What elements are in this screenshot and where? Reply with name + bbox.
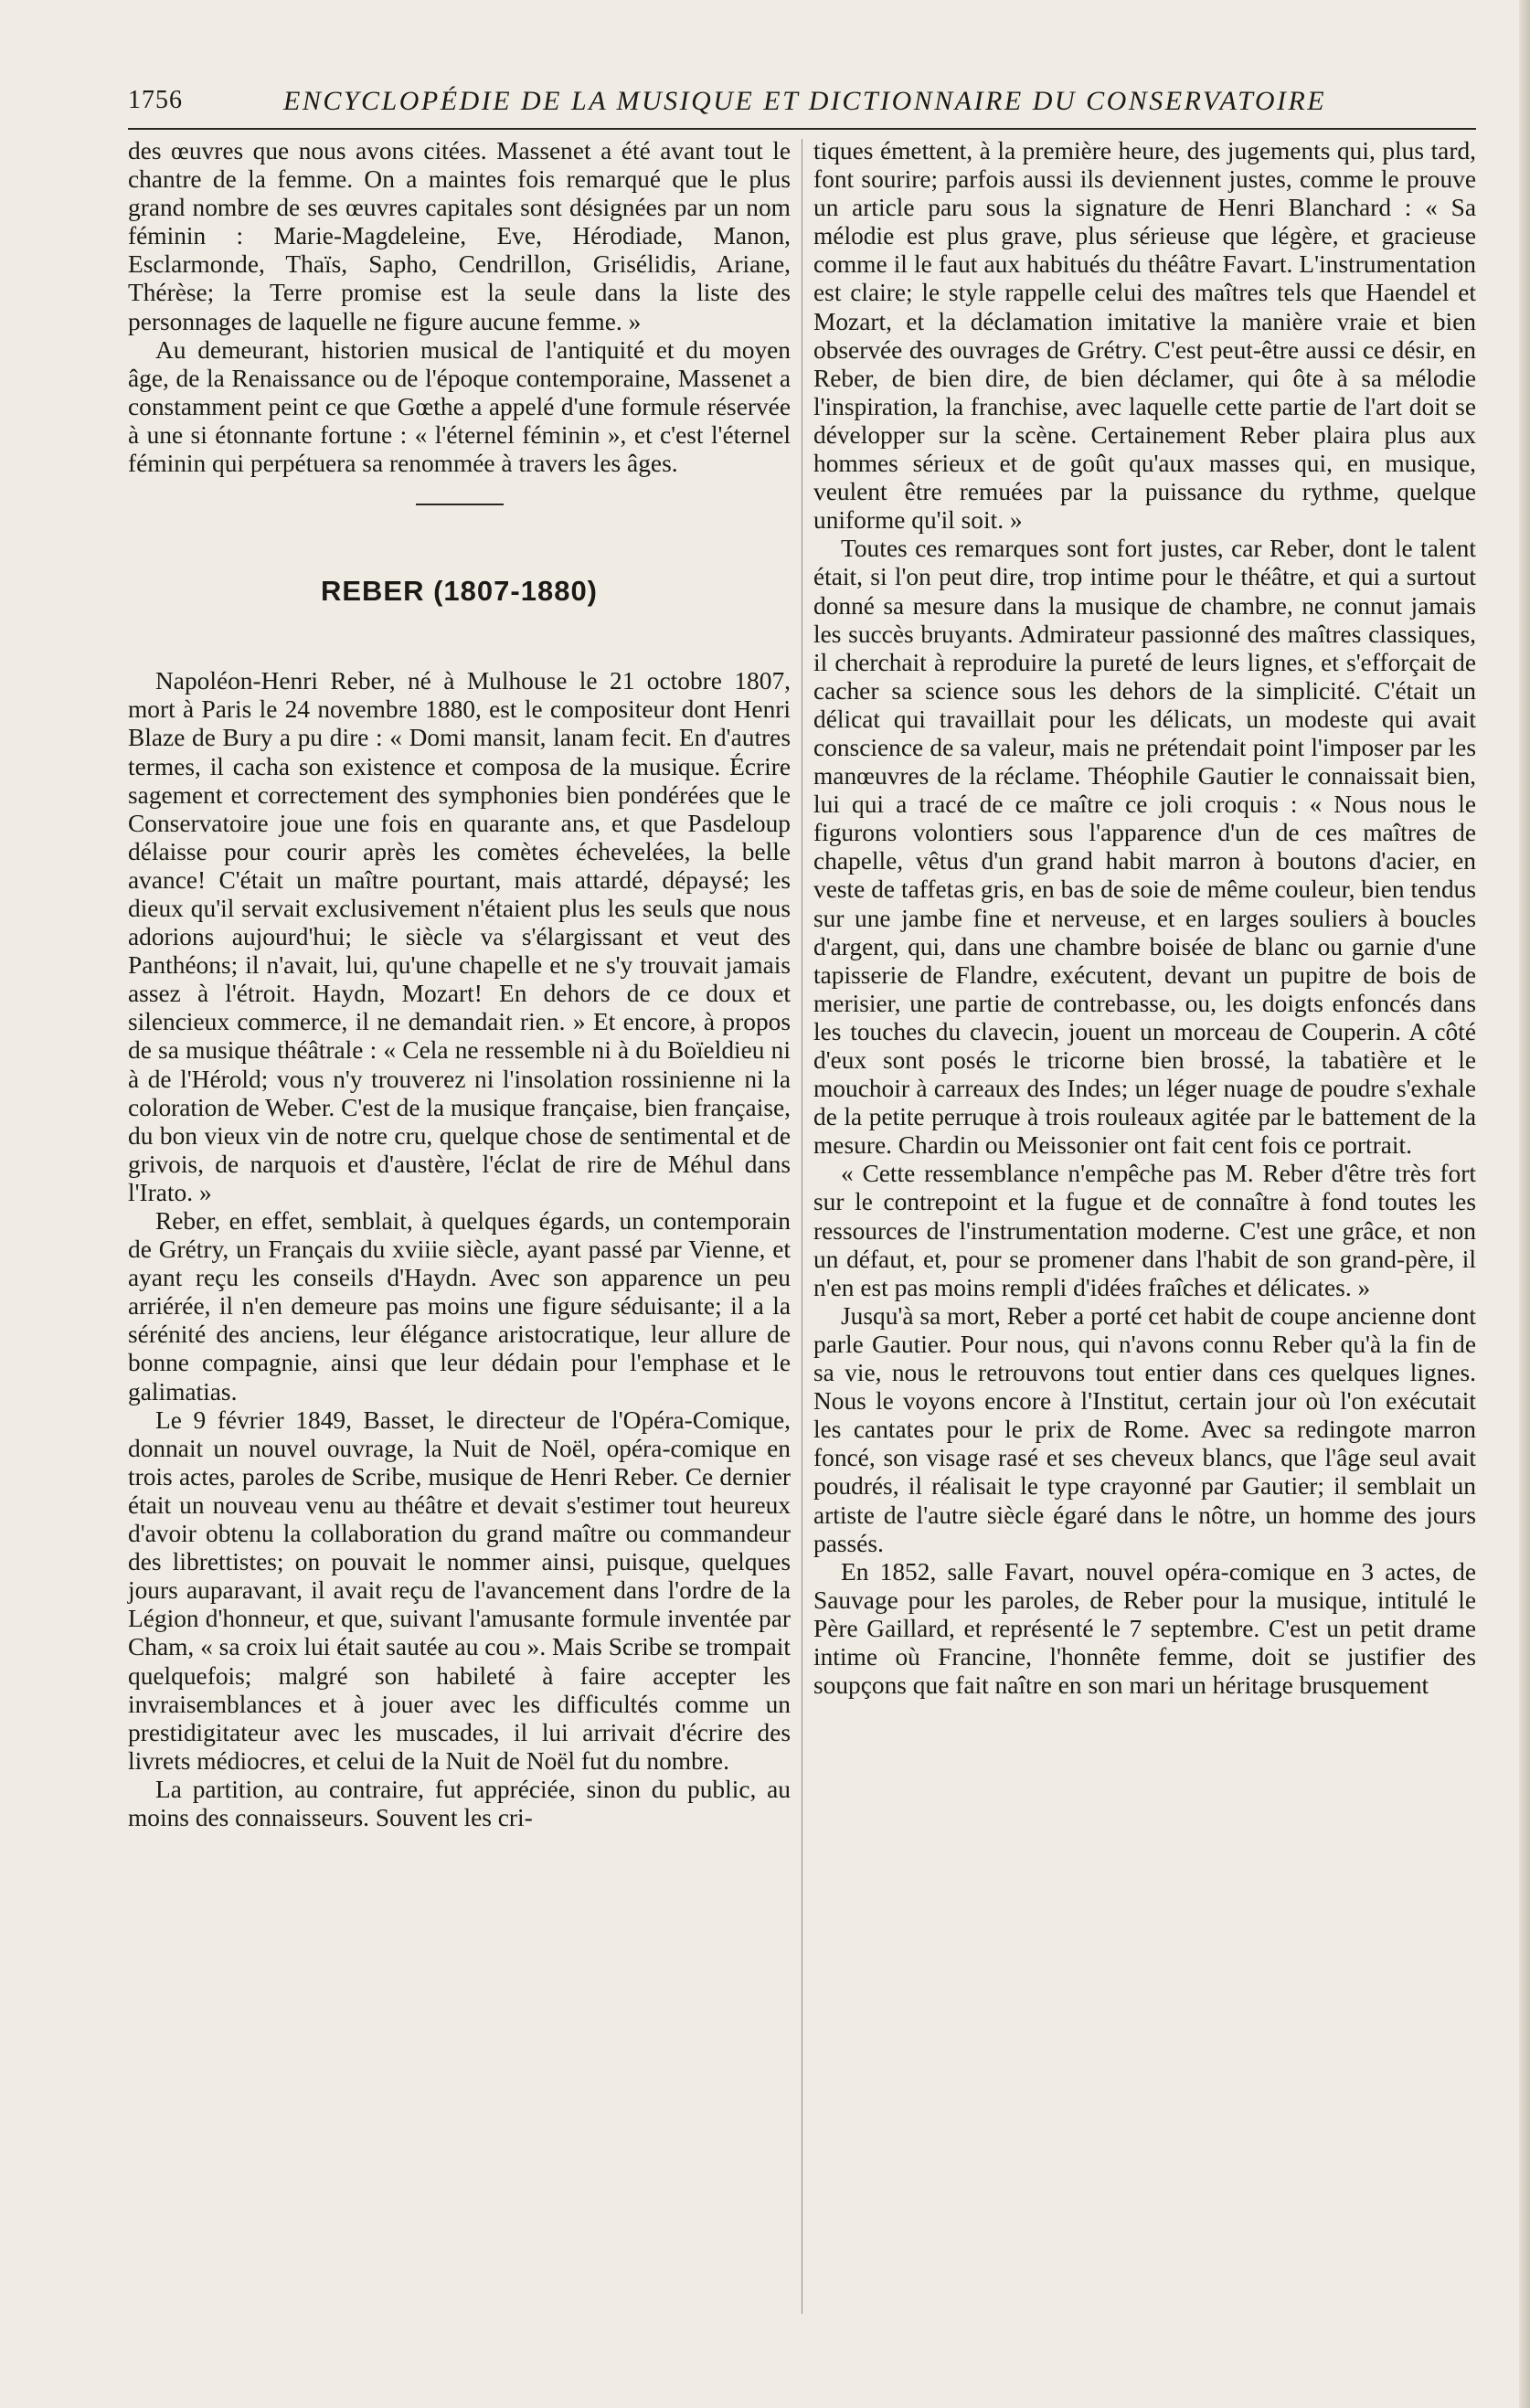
section-title: REBER (1807-1880) [320,575,599,608]
paragraph: Toutes ces remarques sont fort justes, car Reber, dont le talent était, si l'on peut dire, trop intime pour le théâtre, et qui a surtout donné sa mesure dans la musique de chambre, ne connut jamais les succès bruyants. Admirateur passionné des maîtres classiques, il cherchait à reproduire la pureté de leurs lignes, et s'efforçait de cacher sa science sous les dehors de la simplicité. C'était un délicat qui travaillait pour les délicats, un modeste qui avait conscience de sa valeur, mais ne prétendait point l'imposer par les manœuvres de la réclame. Théophile Gautier le connaissait bien, lui qui a tracé de ce maître ce joli croquis : « Nous nous le figurons volontiers sous l'apparence d'un de ces maîtres de chapelle, vêtus d'un grand habit marron à boutons d'acier, en veste de taffetas gris, en bas de soie de même couleur, bien tendus sur une jambe fine et nerveuse, et en larges souliers à boucles d'argent, qui, dans une chambre boisée de blanc ou garnie d'une tapisserie de Flandre, exécutent, devant un pupitre de bois de merisier, une partie de contrebasse, ou, les doigts enfoncés dans les touches du clavecin, jouent un morceau de Couperin. A côté d'eux sont posés le tricorne bien brossé, la tabatière et le mouchoir à carreaux des Indes; un léger nuage de poudre s'exhale de la petite perruque à trois rouleaux agitée par le battement de la mesure. Chardin ou Meissonier ont fait cent fois ce portrait. [813,535,1476,1160]
paragraph: Napoléon-Henri Reber, né à Mulhouse le 21 octobre 1807, mort à Paris le 24 novembre 1880, est le compositeur dont Henri Blaze de Bury a pu dire : « Domi mansit, lanam fecit. En d'autres termes, il cacha son existence et composa de la musique. Écrire sagement et correctement des symphonies bien pondérées que le Conservatoire joue une fois en quarante ans, et que Pasdeloup délaisse pour courir après les comètes échevelées, la belle avance! C'était un maître pourtant, mais attardé, dépaysé; les dieux qu'il servait exclusivement n'étaient plus les seuls que nous adorions aujourd'hui; le siècle va s'élargissant et veut des Panthéons; il n'avait, lui, qu'une chapelle et ne s'y trouvait jamais assez à l'étroit. Haydn, Mozart! En dehors de ce doux et silencieux commerce, il ne demandait rien. » Et encore, à propos de sa musique théâtrale : « Cela ne ressemble ni à du Boïeldieu ni à de l'Hérold; vous n'y trouverez ni l'insolation rossinienne ni la coloration de Weber. C'est de la musique française, bien française, du bon vieux vin de notre cru, quelque chose de sentimental et de grivois, de narquois et d'austère, l'éclat de rire de Méhul dans l'Irato. » [128,667,791,1206]
paragraph: La partition, au contraire, fut appréciée, sinon du public, au moins des connaisseurs. Souvent les cri- [128,1775,791,1831]
left-column [128,137,791,1832]
page-header [128,82,1476,122]
section-separator [416,504,504,505]
paragraph: « Cette ressemblance n'empêche pas M. Reber d'être très fort sur le contrepoint et la fugue et de connaître à fond toutes les ressources de l'instrumentation moderne. C'est une grâce, et non un défaut, et, pour se promener dans l'habit de son grand-père, il n'en est pas moins rempli d'idées fraîches et délicates. » [813,1160,1476,1301]
page-edge [1519,0,1530,2408]
paragraph: Jusqu'à sa mort, Reber a porté cet habit de coupe ancienne dont parle Gautier. Pour nous, qui n'avons connu Reber qu'à la fin de sa vie, nous le retrouvons tout entier dans ces quelques lignes. Nous le voyons encore à l'Institut, certain jour où l'on exécutait les cantates pour le prix de Rome. Avec sa redingote marron foncé, son visage rasé et ses cheveux blancs, que l'âge seul avait poudrés, il réalisait le type crayonné par Gautier; il semblait un artiste de l'autre siècle égaré dans le nôtre, un homme des jours passés. [813,1301,1476,1557]
paragraph: En 1852, salle Favart, nouvel opéra-comique en 3 actes, de Sauvage pour les paroles, de Reber pour la musique, intitulé le Père Gaillard, et représenté le 7 septembre. C'est un petit drame intime où Francine, l'honnête femme, doit se justifier des soupçons que fait naître en son mari un héritage brusquement [813,1557,1476,1700]
paragraph: des œuvres que nous avons citées. Massenet a été avant tout le chantre de la femme. On a maintes fois remarqué que le plus grand nombre de ses œuvres capitales sont désignées par un nom féminin : Marie-Magdeleine, Eve, Hérodiade, Manon, Esclarmonde, Thaïs, Sapho, Cendrillon, Grisélidis, Ariane, Thérèse; la Terre promise est la seule dans la liste des personnages de laquelle ne figure aucune femme. » [128,137,791,335]
running-title: ENCYCLOPÉDIE DE LA MUSIQUE ET DICTIONNAIRE DU CONSERVATOIRE [283,86,1327,116]
paragraph: Reber, en effet, semblait, à quelques égards, un contemporain de Grétry, un Français du xviiie siècle, ayant passé par Vienne, et ayant reçu les conseils d'Haydn. Avec son apparence un peu arriérée, il n'en demeure pas moins une figure séduisante; il a la sérénité des anciens, leur élégance aristocratique, leur allure de bonne compagnie, ainsi que leur dédain pour l'emphase et le galimatias. [128,1207,791,1406]
page-number: 1756 [128,86,183,114]
header-rule [128,128,1476,130]
paragraph: Au demeurant, historien musical de l'antiquité et du moyen âge, de la Renaissance ou de l'époque contemporaine, Massenet a constamment peint ce que Gœthe a appelé d'une formule réservée à une si étonnante fortune : « l'éternel féminin », et c'est l'éternel féminin qui perpétuera sa renommée à travers les âges. [128,335,791,478]
right-column [813,137,1476,1700]
paragraph: tiques émettent, à la première heure, des jugements qui, plus tard, font sourire; parfois aussi ils deviennent justes, comme le prouve un article paru sous la signature de Henri Blanchard : « Sa mélodie est plus grave, plus sérieuse que légère, et gracieuse comme il le faut aux habitués du théâtre Favart. L'instrumentation est claire; le style rappelle celui des maîtres tels que Haendel et Mozart, et la déclamation imitative la manière vraie et bien observée des ouvrages de Grétry. C'est peut-être aussi ce désir, en Reber, de bien dire, de bien déclamer, qui ôte à sa mélodie l'inspiration, la franchise, avec laquelle cette partie de l'art doit se développer sur la scène. Certainement Reber plaira plus aux hommes sérieux et de goût qu'aux masses qui, en musique, veulent être remuées par la puissance du rythme, quelque uniforme qu'il soit. » [813,137,1476,535]
paragraph: Le 9 février 1849, Basset, le directeur de l'Opéra-Comique, donnait un nouvel ouvrage, la Nuit de Noël, opéra-comique en trois actes, paroles de Scribe, musique de Henri Reber. Ce dernier était un nouveau venu au théâtre et devait s'estimer tout heureux d'avoir obtenu la collaboration du grand maître ou commandeur des librettistes; on pouvait le nommer ainsi, puisque, quelques jours auparavant, il avait reçu de l'avancement dans l'ordre de la Légion d'honneur, et que, suivant l'amusante formule inventée par Cham, « sa croix lui était sautée au cou ». Mais Scribe se trompait quelquefois; malgré son habileté à faire accepter les invraisemblances et à jouer avec les difficultés comme un prestidigitateur avec les muscades, il lui arrivait d'écrire des livrets médiocres, et celui de la Nuit de Noël fut du nombre. [128,1406,791,1775]
